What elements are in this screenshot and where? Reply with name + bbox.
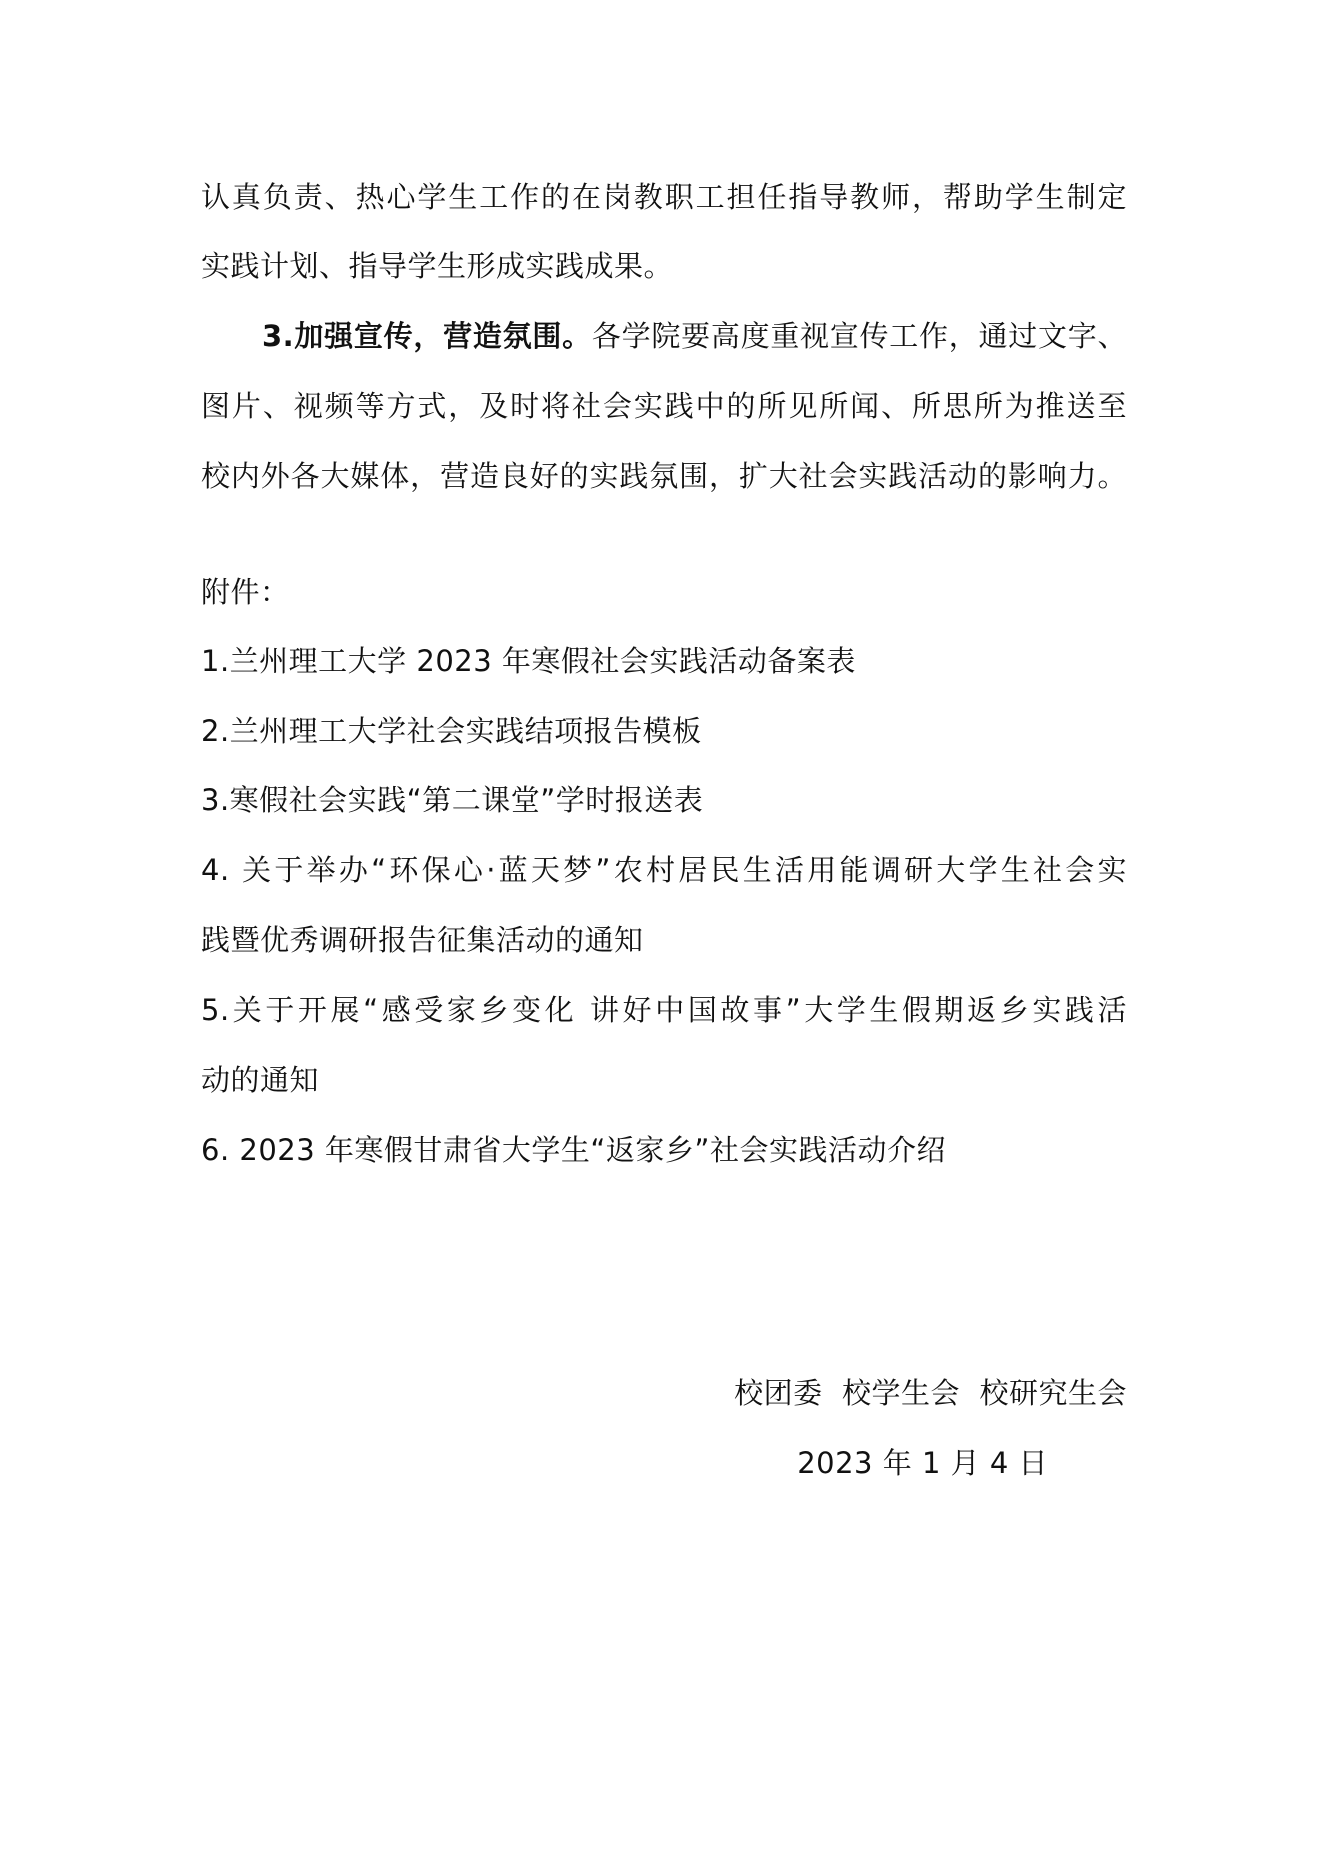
paragraph-line bbox=[262, 316, 1127, 356]
paragraph-text: 各学院要高度重视宣传工作，通过文字、 bbox=[591, 319, 1127, 353]
paragraph-line: 实践计划、指导学生形成实践成果。 bbox=[201, 249, 674, 283]
attachment-item: 5.关于开展“感受家乡变化 讲好中国故事”大学生假期返乡实践活 bbox=[201, 993, 1127, 1027]
attachment-item-continued: 践暨优秀调研报告征集活动的通知 bbox=[201, 923, 644, 957]
attachment-item: 6. 2023 年寒假甘肃省大学生“返家乡”社会实践活动介绍 bbox=[201, 1133, 946, 1167]
attachment-item: 4. 关于举办“环保心·蓝天梦”农村居民生活用能调研大学生社会实 bbox=[201, 853, 1127, 887]
signature-organizations: 校团委 校学生会 校研究生会 bbox=[734, 1376, 1127, 1410]
attachment-item: 2.兰州理工大学社会实践结项报告模板 bbox=[201, 714, 702, 748]
attachment-item: 1.兰州理工大学 2023 年寒假社会实践活动备案表 bbox=[201, 644, 856, 678]
signature-date: 2023 年 1 月 4 日 bbox=[797, 1446, 1048, 1480]
attachment-item-continued: 动的通知 bbox=[201, 1063, 320, 1097]
paragraph-line: 认真负责、热心学生工作的在岗教职工担任指导教师，帮助学生制定 bbox=[201, 180, 1127, 214]
section-heading: 3.加强宣传，营造氛围。 bbox=[262, 319, 592, 353]
paragraph-line: 图片、视频等方式，及时将社会实践中的所见所闻、所思所为推送至 bbox=[201, 389, 1127, 423]
attachment-item: 3.寒假社会实践“第二课堂”学时报送表 bbox=[201, 783, 704, 817]
attachments-label: 附件： bbox=[201, 575, 290, 609]
paragraph-line: 校内外各大媒体，营造良好的实践氛围，扩大社会实践活动的影响力。 bbox=[201, 459, 1127, 493]
